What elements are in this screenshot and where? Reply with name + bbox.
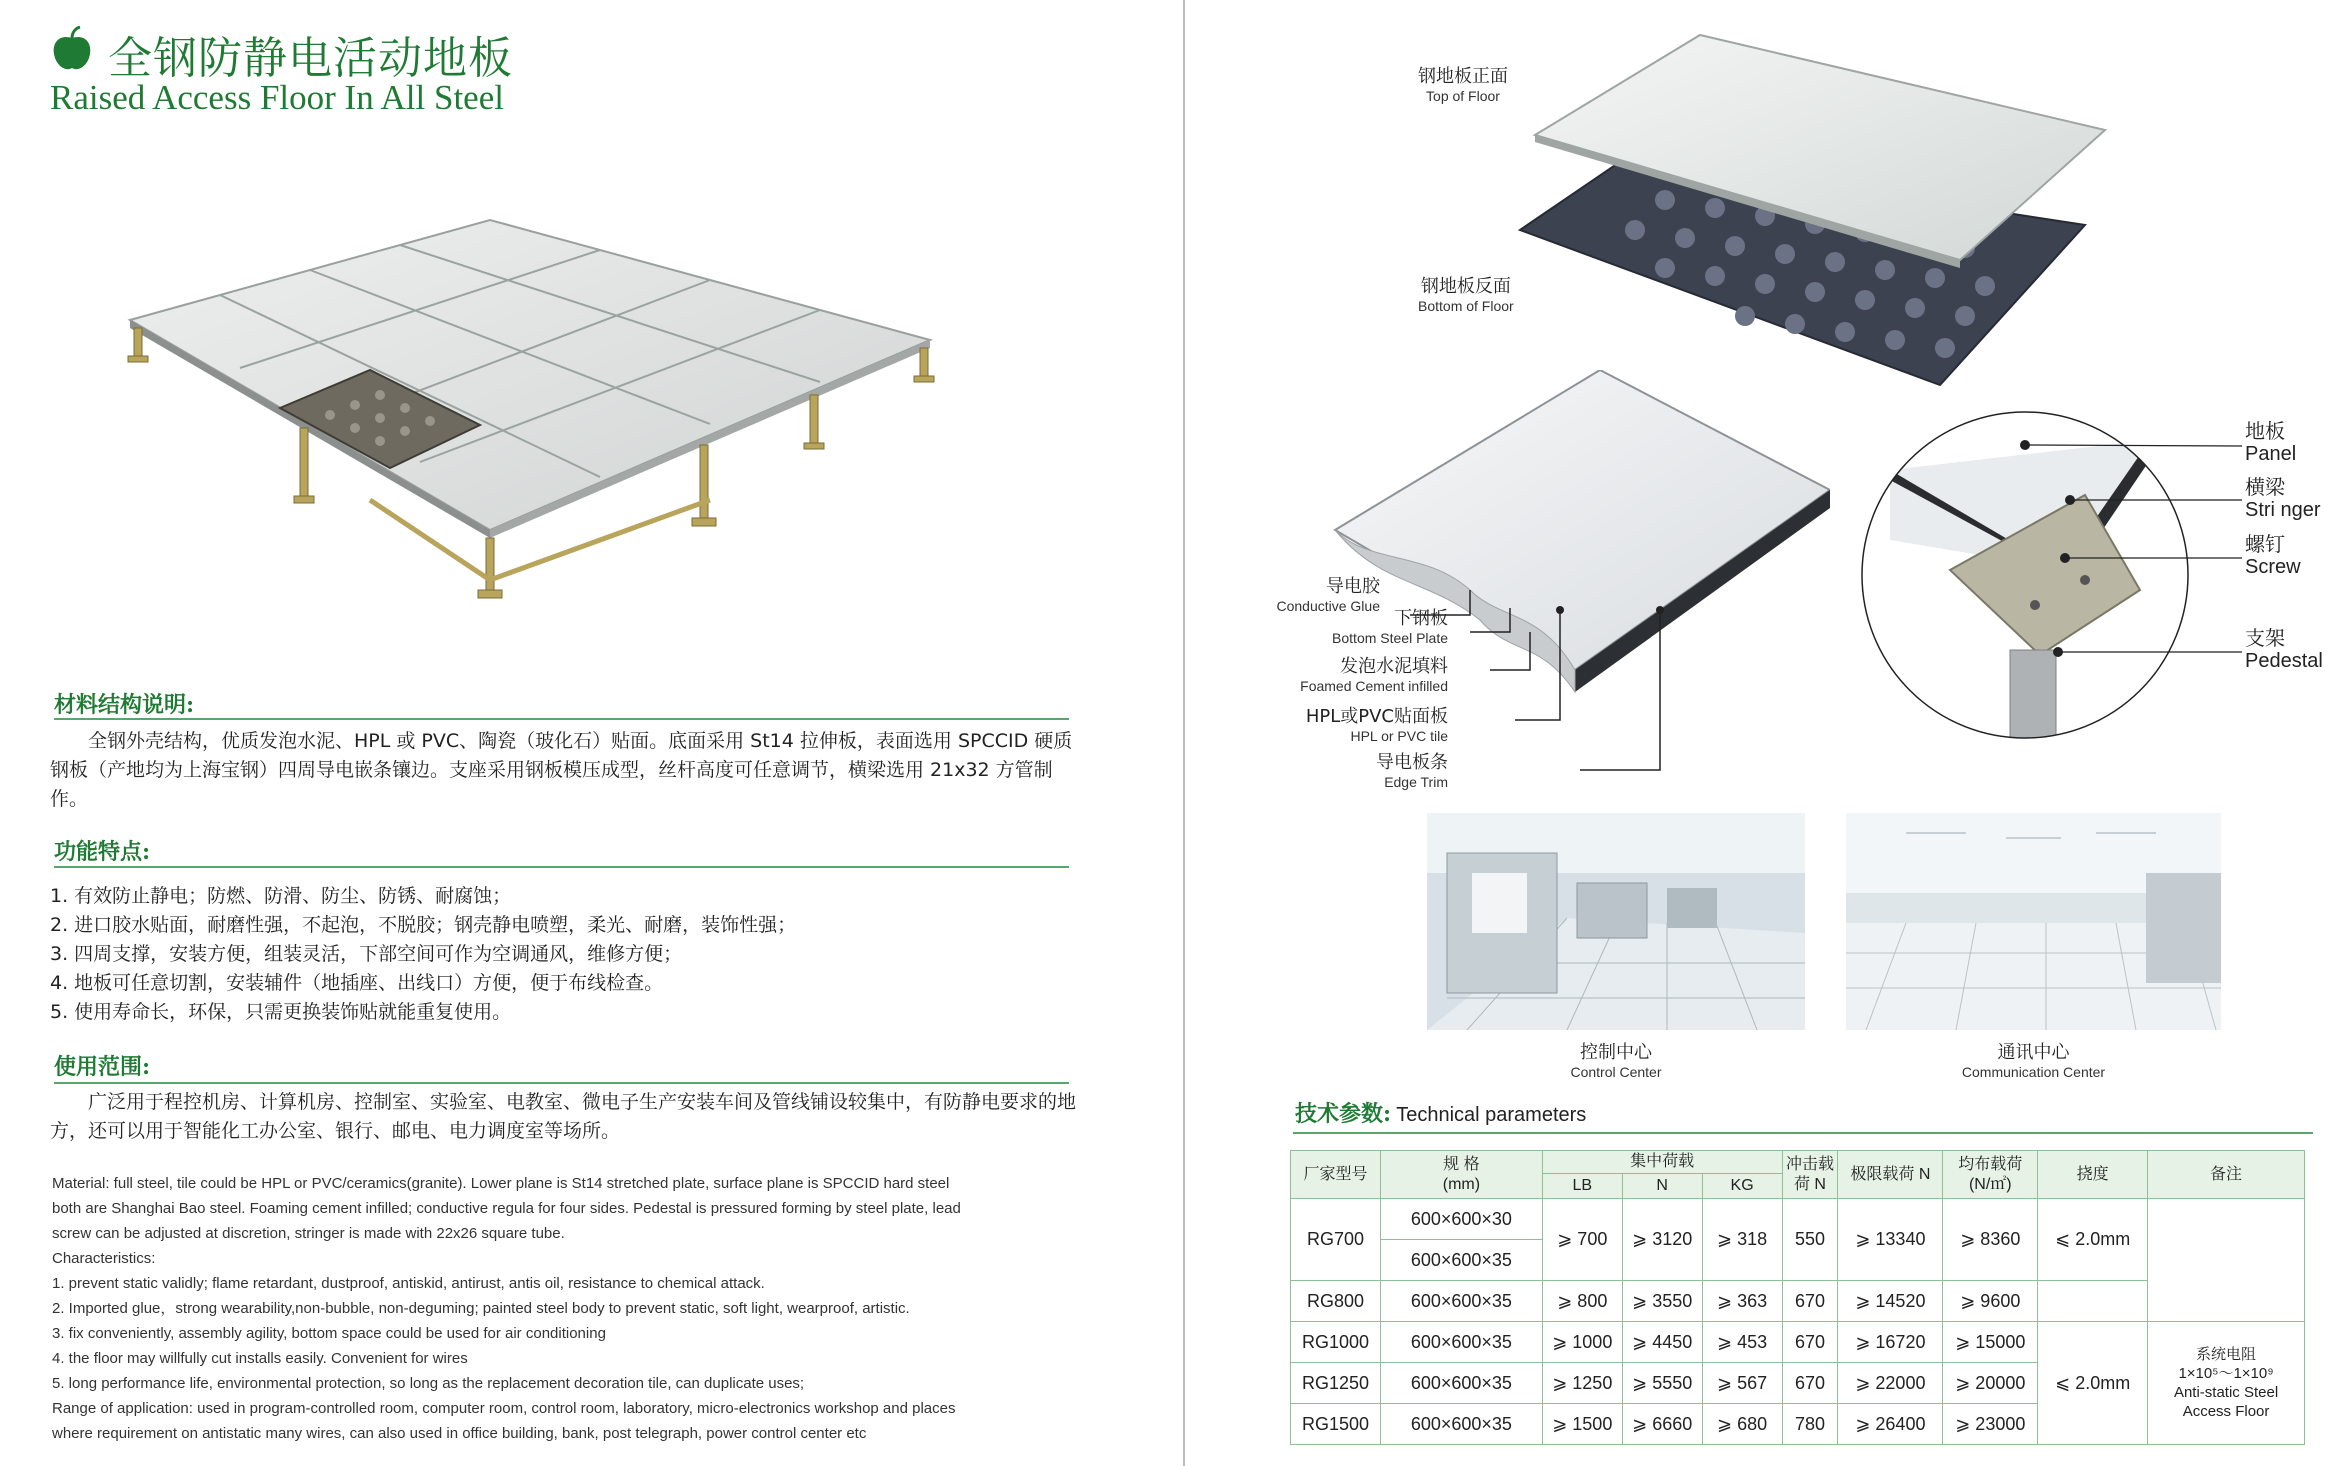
header-concentrated-load: 集中荷载 xyxy=(1542,1151,1782,1174)
header-model: 厂家型号 xyxy=(1291,1151,1381,1199)
floor-panel-exploded-image xyxy=(1515,30,2115,390)
section-divider xyxy=(54,718,1069,720)
header-size: 规 格 (mm) xyxy=(1380,1151,1542,1199)
label-conductive-glue: 导电胶 Conductive Glue xyxy=(1276,576,1380,614)
english-line: screw can be adjusted at discretion, stringer is made with 22x26 square tube. xyxy=(52,1225,565,1242)
list-item: 5. 使用寿命长，环保，只需更换装饰贴就能重复使用。 xyxy=(50,1001,512,1023)
section-divider xyxy=(54,1082,1069,1084)
header-uniform-load: 均布载荷 (N/㎡) xyxy=(1943,1151,2038,1199)
caption-control-center: 控制中心 Control Center xyxy=(1570,1042,1662,1080)
header-lb: LB xyxy=(1542,1174,1622,1199)
remark-cell: 系统电阻 1×10⁵～1×10⁹ Anti-static Steel Access Floor xyxy=(2148,1322,2305,1445)
page-subtitle: Raised Access Floor In All Steel xyxy=(50,78,504,117)
english-line: Material: full steel, tile could be HPL or PVC/ceramics(granite). Lower plane is St14 stretched plate, surface plane is SPCCID hard steel xyxy=(52,1175,950,1192)
caption-communication-center: 通讯中心 Communication Center xyxy=(1961,1042,2106,1080)
section-divider xyxy=(1293,1132,2313,1134)
label-bottom-steel-plate: 下钢板 Bottom Steel Plate xyxy=(1332,608,1448,646)
english-line: 3. fix conveniently, assembly agility, bottom space could be used for air conditioning xyxy=(52,1325,606,1342)
header-remark: 备注 xyxy=(2148,1151,2305,1199)
label-screw: 螺钉 Screw xyxy=(2245,534,2301,578)
header-ultimate-load: 极限载荷 N xyxy=(1838,1151,1943,1199)
label-edge-trim: 导电板条 Edge Trim xyxy=(1376,752,1448,790)
table-header-row xyxy=(1291,1151,2305,1174)
english-description xyxy=(52,1171,961,1446)
label-top-of-floor: 钢地板正面 Top of Floor xyxy=(1418,66,1508,104)
section-divider xyxy=(54,866,1069,868)
list-item: 1. 有效防止静电；防燃、防滑、防尘、防锈、耐腐蚀； xyxy=(50,885,512,907)
table-row: RG1250 600×600×35 ⩾ 1250 ⩾ 5550 ⩾ 567 670 ⩾ 22000 ⩾ 20000 xyxy=(1291,1363,2305,1404)
list-item: 3. 四周支撑，安装方便，组装灵活，下部空间可作为空调通风，维修方便； xyxy=(50,943,683,965)
table-row: RG700 600×600×30 ⩾ 700 ⩾ 3120 ⩾ 318 550 ⩾ 13340 ⩾ 8360 ⩽ 2.0mm xyxy=(1291,1199,2305,1240)
english-line: 4. the floor may willfully cut installs easily. Convenient for wires xyxy=(52,1350,468,1367)
tech-params-table xyxy=(1290,1150,2305,1445)
label-foamed-cement: 发泡水泥填料 Foamed Cement infilled xyxy=(1300,656,1448,694)
label-panel: 地板 Panel xyxy=(2245,421,2297,465)
label-hpl-pvc-tile: HPL或PVC贴面板 HPL or PVC tile xyxy=(1305,706,1448,744)
table-row: 600×600×35 xyxy=(1291,1240,2305,1281)
header-n: N xyxy=(1622,1174,1702,1199)
control-center-photo xyxy=(1427,813,1805,1030)
section-heading-features: 功能特点: xyxy=(54,839,151,865)
english-line: both are Shanghai Bao steel. Foaming cement infilled; conductive regula for four sides. Pedestal is pressured forming by steel plate, lead xyxy=(52,1200,961,1217)
raised-floor-illustration xyxy=(120,200,980,610)
label-stringer: 横梁 Stri nger xyxy=(2245,477,2321,521)
page-title: 全钢防静电活动地板 xyxy=(108,33,513,84)
english-line: 1. prevent static validly; flame retardant, dustproof, antiskid, antirust, antis oil, resistance to chemical attack. xyxy=(52,1275,765,1292)
table-row: RG800 600×600×35 ⩾ 800 ⩾ 3550 ⩾ 363 670 ⩾ 14520 ⩾ 9600 xyxy=(1291,1281,2305,1322)
feature-list xyxy=(50,882,1080,1027)
pedestal-detail-image xyxy=(1830,400,2250,760)
english-line: 2. Imported glue，strong wearability,non-bubble, non-deguming; painted steel body to prevent static, soft light, wearproof, artistic. xyxy=(52,1300,910,1317)
english-line: Range of application: used in program-controlled room, computer room, control room, laboratory, micro-electronics workshop and places xyxy=(52,1400,956,1417)
english-line: Characteristics: xyxy=(52,1250,156,1267)
label-bottom-of-floor: 钢地板反面 Bottom of Floor xyxy=(1418,276,1514,314)
list-item: 4. 地板可任意切割，安装辅件（地插座、出线口）方便，便于布线检查。 xyxy=(50,972,664,994)
material-text: 全钢外壳结构，优质发泡水泥、HPL 或 PVC、陶瓷（玻化石）贴面。底面采用 St14 拉伸板，表面选用 SPCCID 硬质钢板（产地均为上海宝钢）四周导电嵌条镶边。支座采用钢板模压成型，丝杆高度可任意调节，横梁选用 21x32 方管制作。 xyxy=(50,730,1073,810)
header-kg: KG xyxy=(1702,1174,1782,1199)
communication-center-photo xyxy=(1846,813,2221,1030)
section-heading-material: 材料结构说明: xyxy=(54,692,195,718)
table-row: RG1500 600×600×35 ⩾ 1500 ⩾ 6660 ⩾ 680 780 ⩾ 26400 ⩾ 23000 xyxy=(1291,1404,2305,1445)
page-spine xyxy=(1183,0,1185,1466)
english-line: where requirement on antistatic many wires, can also used in office building, bank, post telegraph, power control center etc xyxy=(52,1425,867,1442)
section-heading-usage: 使用范围: xyxy=(54,1054,151,1080)
english-line: 5. long performance life, environmental protection, so long as the replacement decoration tile, can duplicate uses; xyxy=(52,1375,805,1392)
header-deflection: 挠度 xyxy=(2038,1151,2148,1199)
list-item: 2. 进口胶水贴面，耐磨性强，不起泡，不脱胶；钢壳静电喷塑，柔光、耐磨，装饰性强； xyxy=(50,914,797,936)
header-impact-load: 冲击载 荷 N xyxy=(1782,1151,1838,1199)
label-pedestal: 支架 Pedestal xyxy=(2245,628,2323,672)
usage-text: 广泛用于程控机房、计算机房、控制室、实验室、电教室、微电子生产安装车间及管线铺设较集中，有防静电要求的地方，还可以用于智能化工办公室、银行、邮电、电力调度室等场所。 xyxy=(50,1091,1077,1142)
leaf-icon xyxy=(50,26,94,72)
table-row: RG1000 600×600×35 ⩾ 1000 ⩾ 4450 ⩾ 453 670 ⩾ 16720 ⩾ 15000 ⩽ 2.0mm 系统电阻 1×10⁵～1×10⁹ Anti-static Steel Access Floor xyxy=(1291,1322,2305,1363)
tech-params-heading: 技术参数: Technical parameters xyxy=(1295,1101,1587,1127)
